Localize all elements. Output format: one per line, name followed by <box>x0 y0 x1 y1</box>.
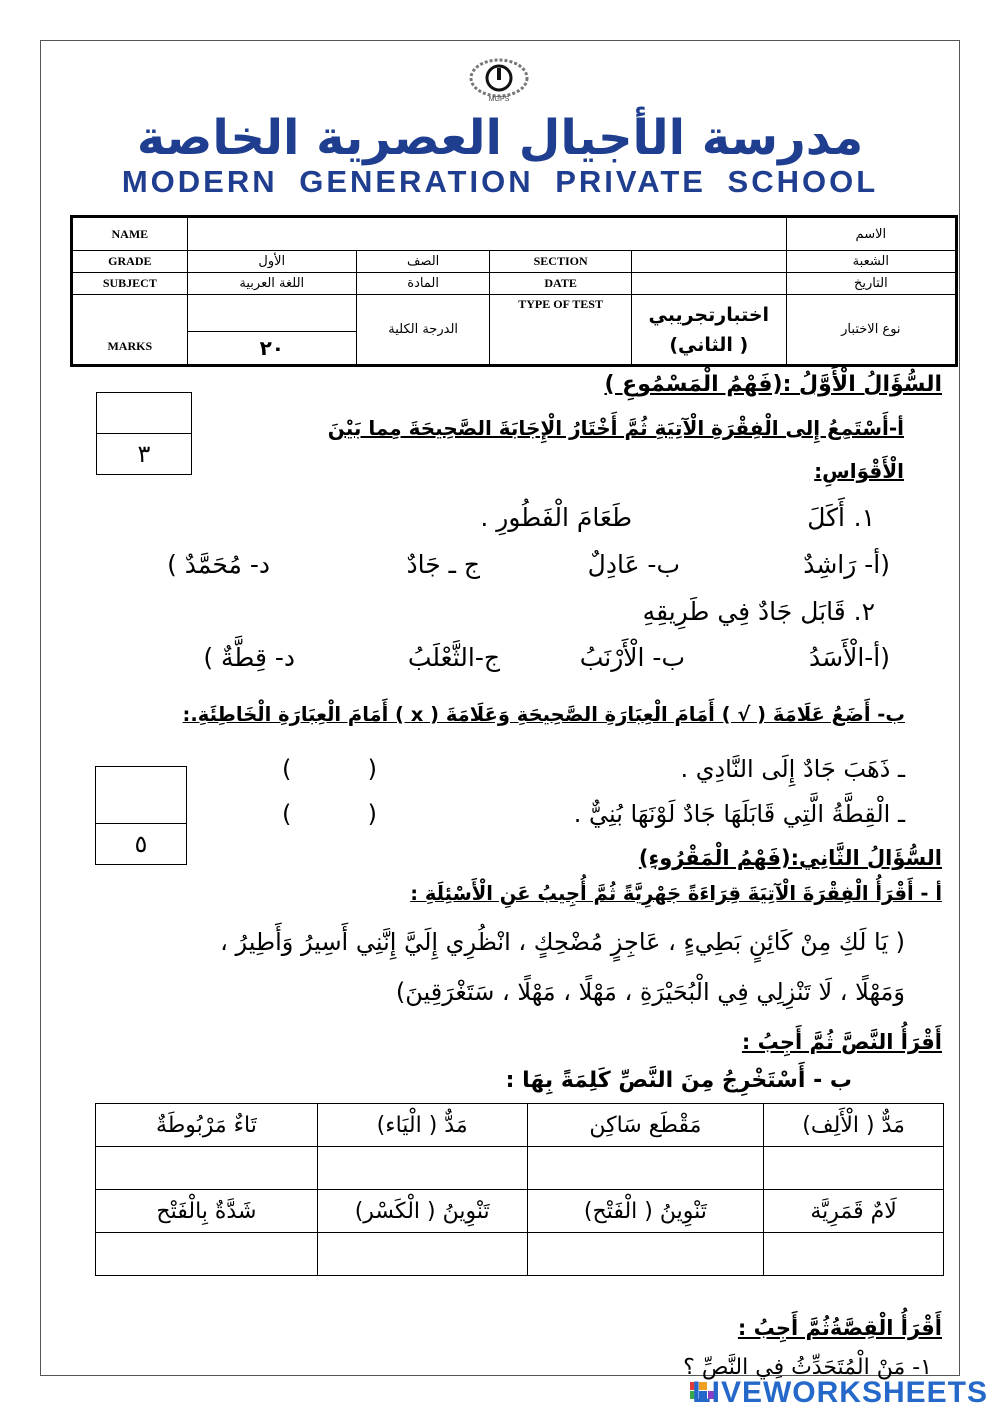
school-logo <box>466 58 532 106</box>
q1-item1-rest: طَعَامَ الْفَطُورِ . <box>480 503 632 532</box>
q2-instruction-a: أ - أَقْرَأُ الْفِقْرَةَ الْآتِيَةَ قِرَاءَةً جَهْرِيَّةً ثُمَّ أُجِيبُ عَنِ الْأَسْئِلَةِ : <box>410 882 942 905</box>
grade-label-en: GRADE <box>72 251 188 273</box>
q2-passage-line1: ( يَا لَكِ مِنْ كَائِنٍ بَطِيءٍ ، عَاجِزٍ مُضْحِكٍ ، انْظُرِي إِلَيَّ إِنَّنِي أَسِيرُ وَأَطِيرُ ، <box>220 928 905 956</box>
subject-label-en: SUBJECT <box>72 273 188 295</box>
q2-read-then-answer: أَقْرَأُ النَّصَّ ثُمَّ أَجِبُ : <box>741 1030 942 1054</box>
answer-cell[interactable] <box>96 1233 318 1276</box>
q1-statement2-answer[interactable]: ( ) <box>282 800 378 828</box>
marks-label-en: MARKS <box>72 295 188 366</box>
q1-item1-option-c[interactable]: ج ـ جَادٌ <box>406 550 480 579</box>
word-category-ya: مَدٌّ ( الْيَاء) <box>317 1104 527 1147</box>
answer-cell[interactable] <box>764 1147 944 1190</box>
test-type-line1: اختبارتجريبي <box>648 303 770 326</box>
name-label-ar: الاسم <box>786 217 956 251</box>
word-category-shadda: شَدَّةٌ بِالْفَتْح <box>96 1190 318 1233</box>
word-category-alif: مَدٌّ ( الْأَلِف) <box>764 1104 944 1147</box>
date-field[interactable] <box>631 273 786 295</box>
q1-item1-number: ١. <box>853 503 875 532</box>
section-field[interactable] <box>631 251 786 273</box>
story-heading: أَقْرَأُ الْقِصَّةُثُمَّ أَجِبُ : <box>737 1316 942 1340</box>
name-field[interactable] <box>187 217 786 251</box>
q1-item1-option-b[interactable]: ب- عَادِلٌ <box>587 550 680 579</box>
type-label-en: TYPE OF TEST <box>490 295 632 366</box>
grade-label-ar: الصف <box>356 251 489 273</box>
marks-blank-field[interactable] <box>187 295 356 332</box>
story-question1: ١- مَنْ الْمُتَحَدِّثُ فِي النَّصِّ ؟ <box>683 1355 932 1380</box>
test-type-value <box>631 295 786 366</box>
q1-item2-option-b[interactable]: ب- الْأَرْنَبُ <box>579 643 685 672</box>
q1-statement2: ـ الْقِطَّةُ الَّتِي قَابَلَهَا جَادٌ لَوْنَهَا بُنِيٌّ . <box>573 800 905 828</box>
test-type-line2: ( الثاني) <box>669 333 749 356</box>
word-category-taa: تَاءٌ مَرْبُوطَةٌ <box>96 1104 318 1147</box>
school-name-english: MODERN GENERATION PRIVATE SCHOOL <box>121 164 879 199</box>
answer-cell[interactable] <box>527 1147 764 1190</box>
answer-cell[interactable] <box>527 1233 764 1276</box>
total-marks-value: ٢٠ <box>187 332 356 366</box>
answer-cell[interactable] <box>317 1233 527 1276</box>
answer-cell[interactable] <box>96 1147 318 1190</box>
school-name-arabic: مدرسة الأجيال العصرية الخاصة <box>136 110 864 166</box>
word-category-lam: لَامٌ قَمَرِيَّة <box>764 1190 944 1233</box>
section-label-en: SECTION <box>490 251 632 273</box>
word-category-tanween-kasr: تَنْوِينُ ( الْكَسْر) <box>317 1190 527 1233</box>
type-label-ar: نوع الاختبار <box>786 295 956 366</box>
marks-label-ar: الدرجة الكلية <box>356 295 489 366</box>
q1-item1-option-a[interactable]: (أ- رَاشِدٌ <box>803 550 890 579</box>
logo-caption: MGPS <box>488 96 510 103</box>
q2-title: السُّؤَالُ الثَّانِي:(فَهْمُ الْمَقْرُوءِ) <box>638 846 942 870</box>
subject-label-ar: المادة <box>356 273 489 295</box>
q1-instruction-b: ب- أَضَعُ عَلَامَةَ ( √ ) أَمَامَ الْعِبَارَةِ الصَّحِيحَةِ وَعَلَامَةَ ( x ) أَمَامَ الْعِبَارَةِ الْخَاطِئَةِ.: <box>182 703 905 726</box>
grade-value: الأول <box>187 251 356 273</box>
q1-item2-option-c[interactable]: ج-الثَّعْلَبُ <box>407 643 500 672</box>
liveworksheets-brand[interactable]: LIVEWORKSHEETS <box>692 1376 988 1409</box>
answer-cell[interactable] <box>764 1233 944 1276</box>
q1-title: السُّؤَالُ الْأَوَّلُ :(فَهْمُ الْمَسْمُوعِ ) <box>604 372 942 397</box>
q1b-score-blank[interactable] <box>96 767 186 824</box>
subject-value: اللغة العربية <box>187 273 356 295</box>
name-label-en: NAME <box>72 217 188 251</box>
q2-instruction-b: ب - أَسْتَخْرِجُ مِنَ النَّصِّ كَلِمَةً بِهَا : <box>505 1068 852 1093</box>
word-category-tanween-fath: تَنْوِينُ ( الْفَتْح) <box>527 1190 764 1233</box>
q1b-score-value: ٥ <box>134 830 148 858</box>
q1-score-value: ٣ <box>137 440 151 468</box>
q1-score-blank[interactable] <box>97 393 191 434</box>
extract-words-table <box>95 1103 944 1276</box>
student-info-table <box>70 215 958 367</box>
q1-item1-option-d[interactable]: د- مُحَمَّدٌ ) <box>167 550 270 579</box>
q1-item1-verb: أَكَلَ <box>807 503 845 532</box>
q1-item2-option-d[interactable]: د- قِطَّةٌ ) <box>203 643 295 672</box>
answer-cell[interactable] <box>317 1147 527 1190</box>
q1-statement1: ـ ذَهَبَ جَادٌ إِلَى النَّادِي . <box>680 755 905 783</box>
q1-instruction-a-cont: الْأَقْوَاسِ: <box>814 459 904 483</box>
word-category-sukun: مَقْطَع سَاكِن <box>527 1104 764 1147</box>
date-label-ar: التاريخ <box>786 273 956 295</box>
q2-passage-line2: وَمَهْلًا ، لَا تَنْزِلِي فِي الْبُحَيْرَةِ ، مَهْلًا ، مَهْلًا ، سَتَغْرَقِينَ) <box>395 978 905 1006</box>
q1-instruction-a: أ-أَسْتَمِعُ إِلى الْفِقْرَةِ الْآتِيَةِ ثُمَّ أَخْتَارُ الْإِجَابَةَ الصَّحِيحَةَ مِما بَيْنَ <box>327 416 904 440</box>
q1-statement1-answer[interactable]: ( ) <box>282 755 378 783</box>
section-label-ar: الشعبة <box>786 251 956 273</box>
q1-score-box <box>96 392 192 475</box>
q1-item2: ٢. قَابَل جَادٌ فِي طَرِيقِهِ <box>642 597 875 626</box>
q1-item2-option-a[interactable]: (أ-الْأَسَدُ <box>809 643 890 672</box>
q1b-score-box <box>95 766 187 865</box>
date-label-en: DATE <box>490 273 632 295</box>
